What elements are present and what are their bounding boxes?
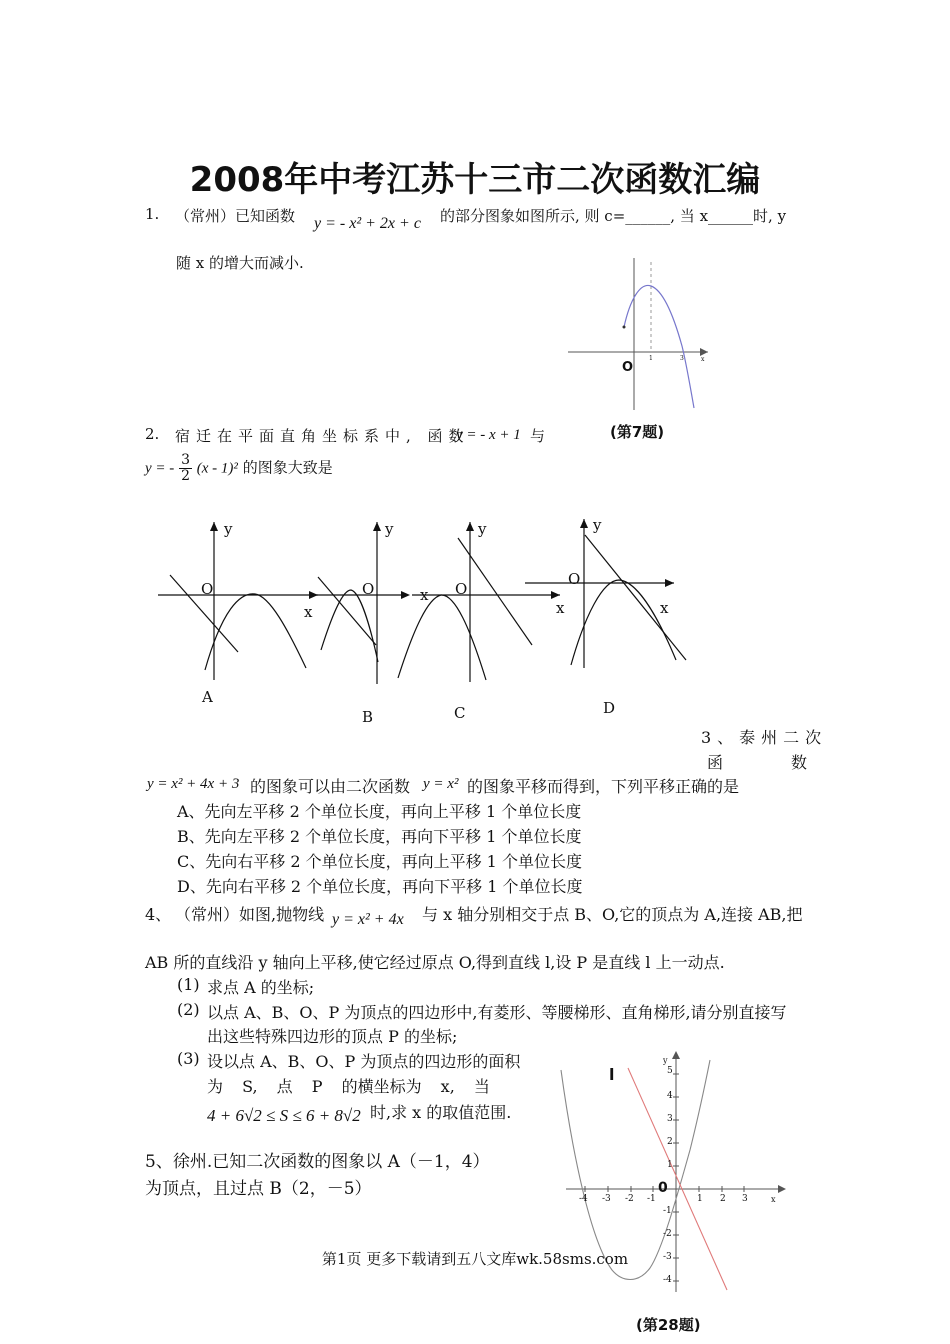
q4-part2-number: (2) (177, 1000, 200, 1019)
q2-number: 2. (145, 425, 160, 443)
q4-y-tick-m4: -4 (663, 1275, 672, 1285)
q1-tick-x: x (701, 356, 705, 363)
q4-source: （常州）如图,抛物线 (175, 905, 325, 924)
q4-formula: y = x² + 4x (332, 911, 404, 928)
q4-x-tick-m4: -4 (579, 1194, 588, 1204)
page-footer: 第1页 更多下载请到五八文库wk.58sms.com (321, 1250, 629, 1268)
q3-option-c: C、先向右平移 2 个单位长度，再向上平移 1 个单位长度 (177, 852, 582, 871)
q2-d-y-label: y (593, 516, 602, 534)
q4-x-label: x (771, 1195, 776, 1204)
q4-y-label: y (663, 1056, 668, 1065)
q1-number: 1. (145, 205, 160, 223)
q4-y-tick-1: 1 (667, 1160, 673, 1170)
q4-text: 与 x 轴分别相交于点 B、O,它的顶点为 A,连接 AB,把 (422, 905, 803, 924)
q4-inequality: 4 + 6√2 ≤ S ≤ 6 + 8√2 (207, 1106, 361, 1125)
q2-c-origin: O (455, 580, 468, 598)
q2-d-origin: O (568, 570, 581, 588)
q3-option-a: A、先向左平移 2 个单位长度，再向上平移 1 个单位长度 (177, 802, 582, 821)
q4-y-tick-2: 2 (667, 1137, 673, 1147)
q2-b-y-label: y (385, 520, 394, 538)
q4-y-tick-m2: -2 (663, 1229, 672, 1239)
q4-parabola (561, 1060, 710, 1280)
q5-line1: 5、徐州.已知二次函数的图象以 A（－1，4） (145, 1152, 490, 1172)
q3-text1: 的图象可以由二次函数 (250, 777, 411, 796)
q2-text: 宿迁在平面直角坐标系中, 函数 (175, 427, 470, 445)
q2-b-letter: B (362, 708, 374, 726)
q4-y-tick-5: 5 (667, 1066, 673, 1076)
q2-c-y-label: y (478, 520, 487, 538)
q3-formula1: y = x² + 4x + 3 (147, 776, 240, 792)
q4-x-tick-m1: -1 (647, 1194, 656, 1204)
q2-b-x-label: x (420, 586, 429, 604)
q2-a-x-label: x (304, 603, 313, 621)
q1-formula: y = - x² + 2x + c (314, 215, 421, 232)
q4-part3-line2: 为 S, 点 P 的横坐标为 x, 当 (207, 1077, 490, 1096)
q4-x-tick-m2: -2 (625, 1194, 634, 1204)
q4-x-arrow (778, 1185, 786, 1193)
q2-d-x-label: x (660, 599, 669, 617)
q5-line2: 为顶点，且过点 B（2，－5） (145, 1179, 372, 1199)
q4-x-tick-m3: -3 (602, 1194, 611, 1204)
q4-y-arrow (672, 1051, 680, 1059)
q2-formula1: y = - x + 1 (456, 427, 521, 443)
q3-text2: 的图象平移而得到，下列平移正确的是 (467, 777, 740, 796)
q4-x-tick-1: 1 (697, 1194, 703, 1204)
q4-part2-text: 以点 A、B、O、P 为顶点的四边形中,有菱形、等腰梯形、直角梯形,请分别直接写 (207, 1003, 787, 1022)
q2-formula2-prefix: y = - (145, 460, 175, 477)
q3-head: 3、泰州二次 (701, 728, 828, 747)
q4-part1-text: 求点 A 的坐标; (207, 978, 315, 997)
q2-formula2-suffix: (x - 1)² (196, 460, 238, 477)
q2-text-after: 的图象大致是 (242, 458, 333, 477)
q4-line-label: l (609, 1065, 615, 1084)
q2-b-origin: O (362, 580, 375, 598)
q2-a-y-label: y (224, 520, 233, 538)
q4-x-tick-3: 3 (742, 1194, 748, 1204)
q4-line2: AB 所的直线沿 y 轴向上平移,使它经过原点 O,得到直线 l,设 P 是直线 l 上一动点. (145, 953, 725, 972)
q4-number: 4、 (145, 905, 172, 924)
q3-formula2: y = x² (423, 776, 459, 792)
q4-x-tick-2: 2 (720, 1194, 726, 1204)
q4-y-tick-m3: -3 (663, 1252, 672, 1262)
q1-origin: O (622, 360, 634, 375)
q2-d-letter: D (603, 699, 616, 717)
q1-source: （常州）已知函数 (175, 207, 296, 225)
q3-head-2: 函 (707, 753, 724, 772)
page-title: 2008年中考江苏十三市二次函数汇编 (189, 160, 761, 200)
q4-y-tick-4: 4 (667, 1091, 673, 1101)
q4-part3-text: 设以点 A、B、O、P 为顶点的四边形的面积 (207, 1052, 521, 1071)
q3-option-b: B、先向左平移 2 个单位长度，再向下平移 1 个单位长度 (177, 827, 582, 846)
q1-caption: (第7题) (610, 423, 665, 441)
q1-tick-3: 3 (680, 355, 684, 362)
q2-frac-den: 2 (181, 468, 190, 484)
q4-part1-number: (1) (177, 975, 200, 994)
q4-inequality-after: 时,求 x 的取值范围. (370, 1103, 512, 1122)
q2-c-x-label: x (556, 599, 565, 617)
q1-text: 的部分图象如图所示, 则 c=______, 当 x______时, y (440, 207, 787, 225)
q4-part3-number: (3) (177, 1049, 200, 1068)
q2-frac-num: 3 (181, 452, 190, 468)
q3-head-3: 数 (791, 753, 808, 772)
q3-option-d: D、先向右平移 2 个单位长度，再向下平移 1 个单位长度 (177, 877, 583, 896)
q1-tick-1: 1 (649, 355, 653, 362)
q4-y-tick-3: 3 (667, 1114, 673, 1124)
q2-conj: 与 (530, 427, 546, 445)
q4-origin: 0 (658, 1180, 668, 1196)
q2-a-origin: O (201, 580, 214, 598)
q1-line2: 随 x 的增大而减小. (176, 254, 304, 272)
q4-caption: (第28题) (636, 1316, 701, 1334)
q2-a-letter: A (202, 688, 213, 706)
q2-c-letter: C (454, 704, 466, 722)
q4-y-tick-m1: -1 (663, 1206, 672, 1216)
q4-part2-text-cont: 出这些特殊四边形的顶点 P 的坐标; (207, 1027, 458, 1046)
